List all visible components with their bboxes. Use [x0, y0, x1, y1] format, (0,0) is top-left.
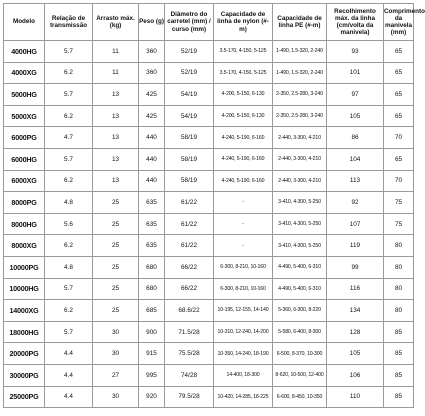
cell-spool: 68.6/22 — [165, 300, 214, 322]
cell-nylon: - — [214, 192, 273, 214]
cell-handle: 80 — [384, 235, 414, 257]
cell-nylon: 3.5-170, 4-150, 5-125 — [214, 41, 273, 63]
cell-max-drag: 11 — [93, 41, 139, 63]
cell-handle: 80 — [384, 300, 414, 322]
cell-model: 8000XG — [4, 235, 45, 257]
cell-model: 5000HG — [4, 84, 45, 106]
cell-weight: 900 — [139, 321, 165, 343]
header-pe-capacity: Capacidade de linha PE (#-m) — [273, 4, 327, 41]
spec-table — [3, 3, 425, 408]
cell-weight: 920 — [139, 386, 165, 408]
cell-retrieve: 99 — [327, 256, 384, 278]
cell-model: 6000PG — [4, 127, 45, 149]
table-row — [4, 192, 414, 214]
cell-retrieve: 92 — [327, 192, 384, 214]
cell-handle: 85 — [384, 364, 414, 386]
header-spool-diameter: Diâmetro do carretel (mm) / curso (mm) — [165, 4, 214, 41]
cell-pe: 6-600, 8-450, 10-350 — [273, 386, 327, 408]
cell-max-drag: 30 — [93, 321, 139, 343]
table-row — [4, 213, 414, 235]
table-row — [4, 148, 414, 170]
cell-model: 6000HG — [4, 148, 45, 170]
cell-nylon: - — [214, 213, 273, 235]
cell-max-drag: 27 — [93, 364, 139, 386]
cell-weight: 440 — [139, 148, 165, 170]
cell-model: 25000PG — [4, 386, 45, 408]
cell-weight: 440 — [139, 127, 165, 149]
cell-retrieve: 128 — [327, 321, 384, 343]
table-row — [4, 300, 414, 322]
table-body — [4, 41, 414, 408]
cell-gear-ratio: 5.6 — [45, 213, 93, 235]
cell-handle: 75 — [384, 192, 414, 214]
cell-handle: 85 — [384, 386, 414, 408]
cell-handle: 70 — [384, 127, 414, 149]
table-row — [4, 343, 414, 365]
cell-spool: 58/19 — [165, 127, 214, 149]
table-row — [4, 235, 414, 257]
header-max-retrieve: Recolhimento máx. da linha (cm/volta da manivela) — [327, 4, 384, 41]
table-row — [4, 364, 414, 386]
cell-nylon: 10-310, 12-240, 14-200 — [214, 321, 273, 343]
table-row — [4, 127, 414, 149]
cell-gear-ratio: 4.4 — [45, 364, 93, 386]
cell-spool: 58/19 — [165, 148, 214, 170]
cell-handle: 85 — [384, 321, 414, 343]
cell-max-drag: 30 — [93, 386, 139, 408]
cell-weight: 685 — [139, 300, 165, 322]
cell-spool: 75.5/28 — [165, 343, 214, 365]
cell-gear-ratio: 6.2 — [45, 235, 93, 257]
cell-retrieve: 113 — [327, 170, 384, 192]
cell-nylon: 4-200, 5-150, 6-130 — [214, 84, 273, 106]
cell-max-drag: 25 — [93, 256, 139, 278]
cell-weight: 915 — [139, 343, 165, 365]
cell-model: 8000HG — [4, 213, 45, 235]
cell-spool: 52/19 — [165, 62, 214, 84]
cell-handle: 80 — [384, 256, 414, 278]
cell-model: 18000HG — [4, 321, 45, 343]
cell-gear-ratio: 4.7 — [45, 127, 93, 149]
cell-max-drag: 13 — [93, 84, 139, 106]
cell-pe: 2-350, 2.5-280, 3-240 — [273, 84, 327, 106]
cell-nylon: 4-240, 5-190, 6-160 — [214, 170, 273, 192]
cell-nylon: 4-200, 5-150, 6-130 — [214, 105, 273, 127]
cell-gear-ratio: 5.7 — [45, 41, 93, 63]
cell-max-drag: 13 — [93, 105, 139, 127]
header-max-drag: Arrasto máx. (kg) — [93, 4, 139, 41]
cell-gear-ratio: 6.2 — [45, 62, 93, 84]
cell-model: 6000XG — [4, 170, 45, 192]
cell-pe: 3-410, 4-300, 5-250 — [273, 235, 327, 257]
cell-spool: 58/19 — [165, 170, 214, 192]
cell-handle: 80 — [384, 278, 414, 300]
header-handle-length: Comprimento da manivela (mm) — [384, 4, 414, 41]
cell-handle: 65 — [384, 148, 414, 170]
cell-nylon: 6-300, 8-210, 10-160 — [214, 256, 273, 278]
cell-retrieve: 101 — [327, 62, 384, 84]
cell-handle: 65 — [384, 105, 414, 127]
cell-weight: 635 — [139, 192, 165, 214]
cell-model: 14000XG — [4, 300, 45, 322]
header-nylon-capacity: Capacidade de linha de nylon (#-m) — [214, 4, 273, 41]
cell-model: 10000PG — [4, 256, 45, 278]
cell-pe: 2-440, 3-300, 4-210 — [273, 148, 327, 170]
cell-spool: 71.5/28 — [165, 321, 214, 343]
header-weight: Peso (g) — [139, 4, 165, 41]
cell-retrieve: 105 — [327, 105, 384, 127]
cell-retrieve: 116 — [327, 278, 384, 300]
cell-max-drag: 11 — [93, 62, 139, 84]
cell-handle: 65 — [384, 62, 414, 84]
cell-pe: 8-620, 10-500, 12-400 — [273, 364, 327, 386]
header-row — [4, 4, 414, 41]
cell-weight: 360 — [139, 62, 165, 84]
cell-spool: 61/22 — [165, 235, 214, 257]
table-row — [4, 321, 414, 343]
cell-max-drag: 30 — [93, 343, 139, 365]
cell-gear-ratio: 6.2 — [45, 300, 93, 322]
table-row — [4, 84, 414, 106]
cell-max-drag: 25 — [93, 278, 139, 300]
cell-spool: 74/28 — [165, 364, 214, 386]
header-model: Modelo — [4, 4, 45, 41]
table-row — [4, 256, 414, 278]
cell-weight: 995 — [139, 364, 165, 386]
cell-weight: 680 — [139, 256, 165, 278]
cell-gear-ratio: 4.4 — [45, 386, 93, 408]
table-row — [4, 41, 414, 63]
cell-weight: 360 — [139, 41, 165, 63]
cell-retrieve: 107 — [327, 213, 384, 235]
cell-model: 4000XG — [4, 62, 45, 84]
cell-nylon: 4-240, 5-190, 6-160 — [214, 127, 273, 149]
cell-handle: 70 — [384, 170, 414, 192]
cell-handle: 65 — [384, 84, 414, 106]
cell-nylon: 3.5-170, 4-150, 5-125 — [214, 62, 273, 84]
cell-max-drag: 13 — [93, 148, 139, 170]
cell-handle: 85 — [384, 343, 414, 365]
cell-weight: 425 — [139, 105, 165, 127]
cell-gear-ratio: 5.7 — [45, 84, 93, 106]
cell-model: 5000XG — [4, 105, 45, 127]
cell-retrieve: 97 — [327, 84, 384, 106]
cell-model: 4000HG — [4, 41, 45, 63]
cell-pe: 4-490, 5-400, 6-310 — [273, 256, 327, 278]
cell-gear-ratio: 5.7 — [45, 321, 93, 343]
cell-retrieve: 105 — [327, 343, 384, 365]
cell-model: 30000PG — [4, 364, 45, 386]
cell-spool: 79.5/28 — [165, 386, 214, 408]
cell-pe: 5-580, 6-400, 8-300 — [273, 321, 327, 343]
cell-model: 8000PG — [4, 192, 45, 214]
cell-retrieve: 119 — [327, 235, 384, 257]
cell-pe: 1-490, 1.5-320, 2-240 — [273, 41, 327, 63]
cell-retrieve: 93 — [327, 41, 384, 63]
cell-pe: 2-440, 3-300, 4-210 — [273, 127, 327, 149]
cell-spool: 52/19 — [165, 41, 214, 63]
cell-weight: 635 — [139, 213, 165, 235]
cell-nylon: 6-300, 8-210, 10-160 — [214, 278, 273, 300]
cell-gear-ratio: 6.2 — [45, 170, 93, 192]
cell-retrieve: 86 — [327, 127, 384, 149]
header-gear-ratio: Relação de transmissão — [45, 4, 93, 41]
cell-handle: 65 — [384, 41, 414, 63]
cell-handle: 75 — [384, 213, 414, 235]
table-row — [4, 278, 414, 300]
cell-gear-ratio: 5.7 — [45, 278, 93, 300]
table-row — [4, 386, 414, 408]
cell-pe: 4-490, 5-400, 6-310 — [273, 278, 327, 300]
cell-weight: 635 — [139, 235, 165, 257]
cell-nylon: 10-420, 14-285, 18-225 — [214, 386, 273, 408]
cell-nylon: 10-350, 14-240, 18-190 — [214, 343, 273, 365]
table-row — [4, 170, 414, 192]
cell-gear-ratio: 4.8 — [45, 192, 93, 214]
cell-spool: 54/19 — [165, 84, 214, 106]
cell-spool: 61/22 — [165, 213, 214, 235]
cell-pe: 6-500, 8-370, 10-300 — [273, 343, 327, 365]
cell-spool: 54/19 — [165, 105, 214, 127]
cell-pe: 2-440, 3-300, 4-210 — [273, 170, 327, 192]
cell-nylon: 10-195, 12-155, 14-140 — [214, 300, 273, 322]
cell-spool: 61/22 — [165, 192, 214, 214]
cell-max-drag: 25 — [93, 300, 139, 322]
cell-max-drag: 13 — [93, 170, 139, 192]
cell-retrieve: 134 — [327, 300, 384, 322]
cell-weight: 440 — [139, 170, 165, 192]
cell-gear-ratio: 5.7 — [45, 148, 93, 170]
table-row — [4, 62, 414, 84]
cell-retrieve: 104 — [327, 148, 384, 170]
cell-weight: 680 — [139, 278, 165, 300]
cell-max-drag: 13 — [93, 127, 139, 149]
cell-pe: 3-410, 4-300, 5-250 — [273, 213, 327, 235]
cell-model: 20000PG — [4, 343, 45, 365]
cell-max-drag: 25 — [93, 235, 139, 257]
cell-nylon: - — [214, 235, 273, 257]
cell-spool: 66/22 — [165, 278, 214, 300]
cell-max-drag: 25 — [93, 213, 139, 235]
cell-nylon: 14-400, 18-300 — [214, 364, 273, 386]
cell-pe: 1-490, 1.5-320, 2-240 — [273, 62, 327, 84]
cell-gear-ratio: 6.2 — [45, 105, 93, 127]
cell-max-drag: 25 — [93, 192, 139, 214]
cell-retrieve: 110 — [327, 386, 384, 408]
cell-pe: 3-410, 4-300, 5-250 — [273, 192, 327, 214]
cell-weight: 425 — [139, 84, 165, 106]
cell-model: 10000HG — [4, 278, 45, 300]
cell-gear-ratio: 4.8 — [45, 256, 93, 278]
cell-nylon: 4-240, 5-190, 6-160 — [214, 148, 273, 170]
cell-gear-ratio: 4.4 — [45, 343, 93, 365]
cell-pe: 5-360, 6-300, 8-220 — [273, 300, 327, 322]
table-row — [4, 105, 414, 127]
cell-retrieve: 106 — [327, 364, 384, 386]
cell-spool: 66/22 — [165, 256, 214, 278]
cell-pe: 2-350, 2.5-280, 3-240 — [273, 105, 327, 127]
